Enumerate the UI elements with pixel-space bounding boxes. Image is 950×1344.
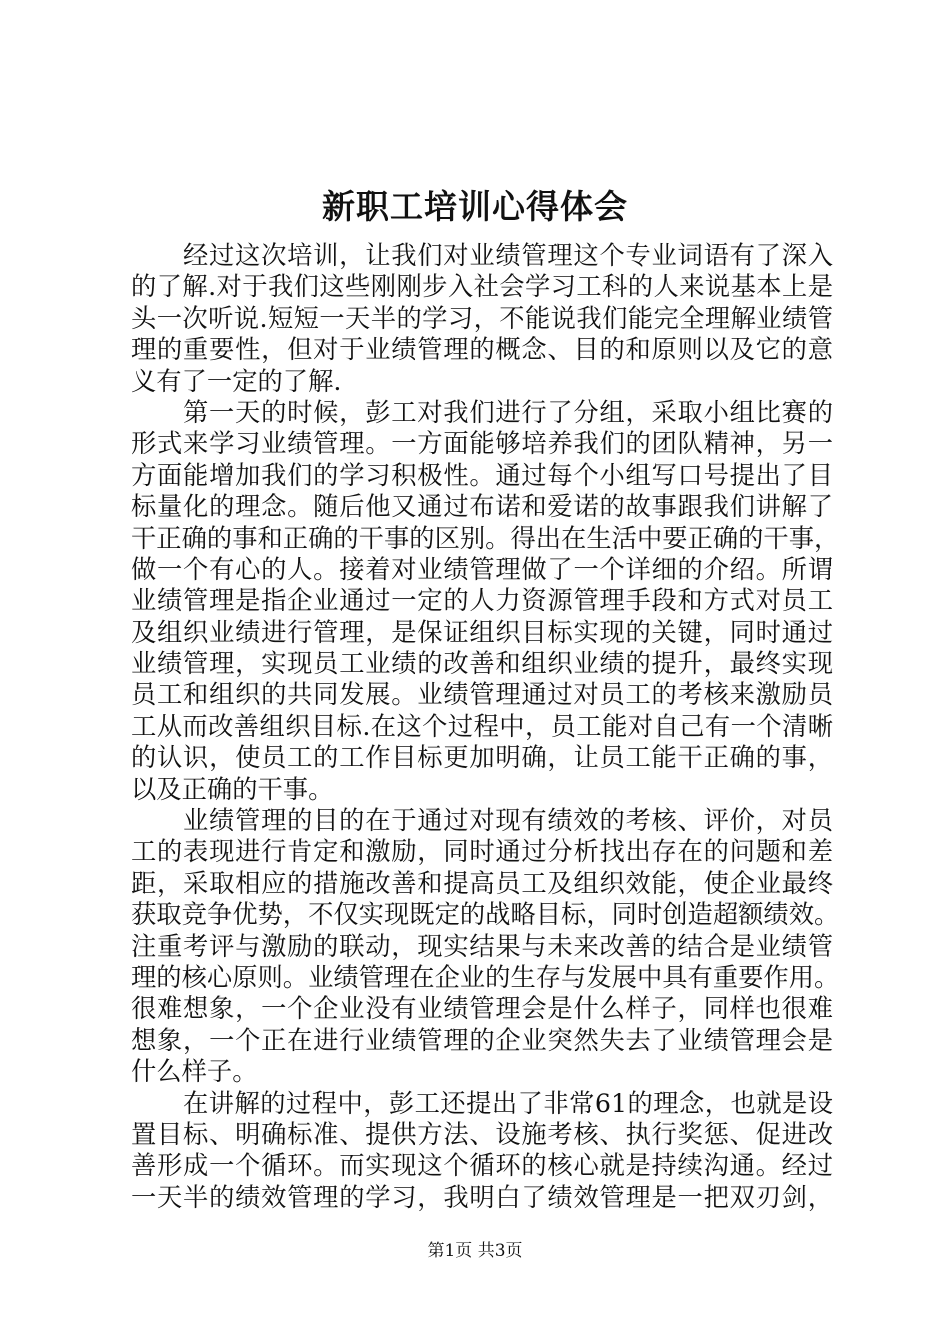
body-line: 业绩管理是指企业通过一定的人力资源管理手段和方式对员工 xyxy=(131,586,833,616)
body-line: 的认识，使员工的工作目标更加明确，让员工能干正确的事， xyxy=(131,743,833,773)
body-line: 经过这次培训，让我们对业绩管理这个专业词语有了深入 xyxy=(183,241,833,270)
body-line: 方面能增加我们的学习积极性。通过每个小组写口号提出了目 xyxy=(131,460,833,490)
body-line: 的了解.对于我们这些刚刚步入社会学习工科的人来说基本上是 xyxy=(131,272,833,302)
body-line: 一天半的绩效管理的学习，我明白了绩效管理是一把双刃剑， xyxy=(131,1182,833,1212)
body-line: 距，采取相应的措施改善和提高员工及组织效能，使企业最终 xyxy=(131,868,833,898)
body-line: 注重考评与激励的联动，现实结果与未来改善的结合是业绩管 xyxy=(131,931,833,961)
body-line: 置目标、明确标准、提供方法、设施考核、执行奖惩、促进改 xyxy=(131,1119,833,1149)
document-body xyxy=(131,240,840,1213)
body-line: 业绩管理的目的在于通过对现有绩效的考核、评价，对员 xyxy=(183,806,833,836)
document-title: 新职工培训心得体会 xyxy=(322,187,628,226)
body-line: 员工和组织的共同发展。业绩管理通过对员工的考核来激励员 xyxy=(131,680,833,710)
body-line: 理的重要性，但对于业绩管理的概念、目的和原则以及它的意 xyxy=(131,335,833,365)
body-line: 头一次听说.短短一天半的学习，不能说我们能完全理解业绩管 xyxy=(131,303,833,333)
body-line: 工从而改善组织目标.在这个过程中，员工能对自己有一个清晰 xyxy=(131,711,833,741)
body-line: 想象，一个正在进行业绩管理的企业突然失去了业绩管理会是 xyxy=(131,1025,833,1055)
body-line: 做一个有心的人。接着对业绩管理做了一个详细的介绍。所谓 xyxy=(131,554,833,584)
body-line: 工的表现进行肯定和激励，同时通过分析找出存在的问题和差 xyxy=(131,837,833,867)
body-line: 第一天的时候，彭工对我们进行了分组，采取小组比赛的 xyxy=(183,397,833,427)
body-line: 义有了一定的了解. xyxy=(131,366,342,396)
body-line: 在讲解的过程中，彭工还提出了非常61的理念，也就是设 xyxy=(183,1088,833,1118)
body-line: 获取竞争优势，不仅实现既定的战略目标，同时创造超额绩效。 xyxy=(131,900,840,930)
body-line: 业绩管理，实现员工业绩的改善和组织业绩的提升，最终实现 xyxy=(131,649,833,679)
page-footer: 第1页 共3页 xyxy=(427,1241,523,1261)
body-line: 干正确的事和正确的干事的区别。得出在生活中要正确的干事， xyxy=(131,523,840,553)
body-line: 很难想象，一个企业没有业绩管理会是什么样子，同样也很难 xyxy=(131,994,833,1024)
body-line: 以及正确的干事。 xyxy=(131,774,334,804)
body-line: 什么样子。 xyxy=(131,1057,258,1087)
body-line: 善形成一个循环。而实现这个循环的核心就是持续沟通。经过 xyxy=(131,1151,833,1181)
body-line: 理的核心原则。业绩管理在企业的生存与发展中具有重要作用。 xyxy=(131,962,840,992)
body-line: 标量化的理念。随后他又通过布诺和爱诺的故事跟我们讲解了 xyxy=(131,492,833,522)
body-line: 及组织业绩进行管理，是保证组织目标实现的关键，同时通过 xyxy=(131,617,833,647)
body-line: 形式来学习业绩管理。一方面能够培养我们的团队精神，另一 xyxy=(131,429,833,459)
